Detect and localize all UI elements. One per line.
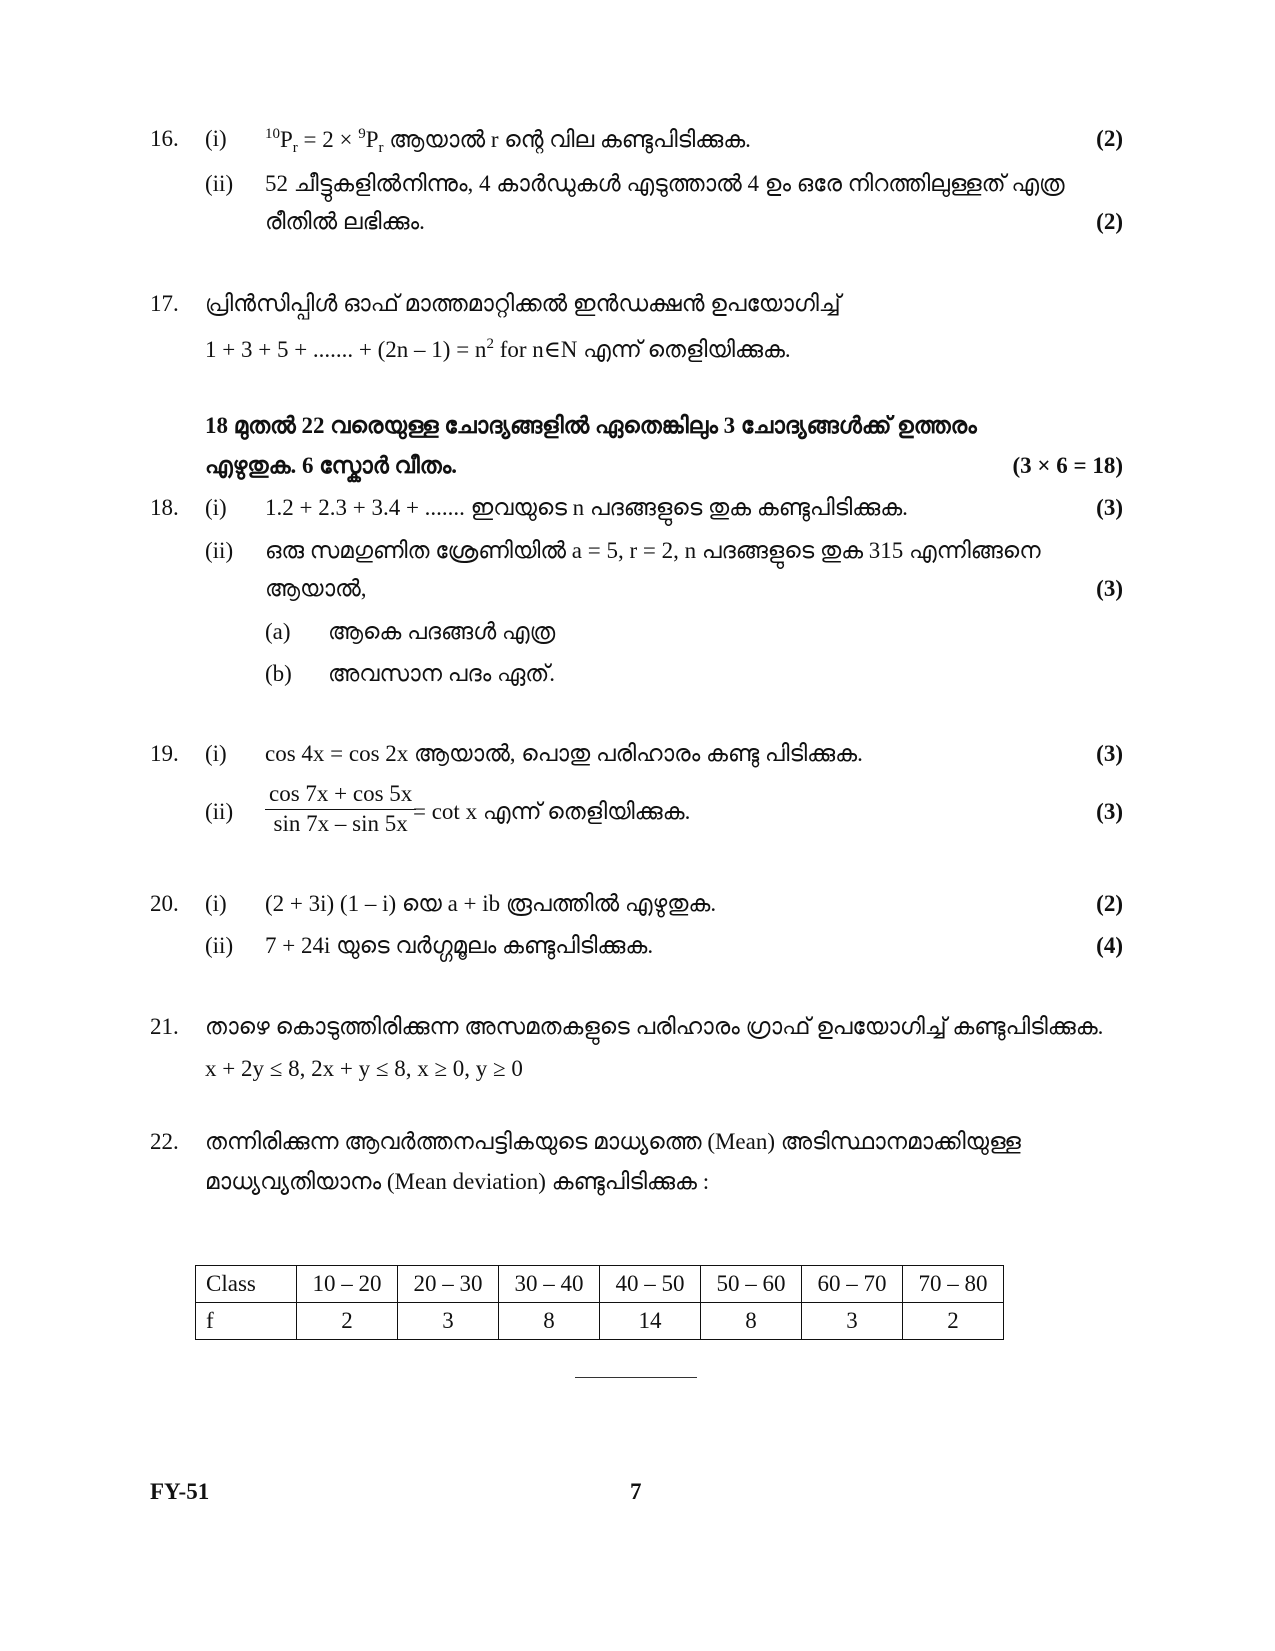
fraction-numerator: cos 7x + cos 5x: [265, 780, 416, 810]
sub-label: (i): [205, 126, 227, 151]
superscript: 2: [486, 336, 494, 352]
table-cell: 8: [499, 1303, 600, 1340]
question-text: = cot x എന്ന് തെളിയിക്കുക.: [413, 799, 691, 824]
sub-label: (i): [205, 891, 227, 916]
perm-symbol: P: [365, 127, 379, 152]
question-text: 1.2 + 2.3 + 3.4 + ....... ഇവയുടെ n പദങ്ങളുടെ തുക കണ്ടുപിടിക്കുക.: [265, 495, 908, 520]
table-cell: 2: [297, 1303, 398, 1340]
sub-label: (ii): [205, 538, 234, 563]
option-label: (a): [265, 619, 291, 644]
end-divider: [575, 1377, 697, 1378]
option-label: (b): [265, 661, 292, 686]
table-cell: 70 – 80: [903, 1266, 1004, 1303]
equation-part: for n∈N എന്ന് തെളിയിക്കുക.: [493, 337, 791, 362]
table-cell: 60 – 70: [802, 1266, 903, 1303]
question-number: 21.: [150, 1014, 179, 1039]
table-cell: 2: [903, 1303, 1004, 1340]
table-cell: f: [196, 1303, 297, 1340]
question-number: 20.: [150, 891, 179, 916]
q16-i-text: [265, 125, 751, 158]
question-text: ആയാൽ r ന്റെ വില കണ്ടുപിടിക്കുക.: [383, 127, 751, 152]
table-cell: 30 – 40: [499, 1266, 600, 1303]
sub-label: (ii): [205, 171, 234, 196]
marks: (3): [1096, 576, 1123, 601]
section-line: എഴുതുക. 6 സ്കോർ വീതം.: [205, 453, 458, 478]
question-text: രീതിൽ ലഭിക്കും.: [265, 209, 425, 234]
table-cell: 14: [600, 1303, 701, 1340]
sub-label: (ii): [205, 799, 234, 824]
marks: (2): [1096, 209, 1123, 234]
inequalities: x + 2y ≤ 8, 2x + y ≤ 8, x ≥ 0, y ≥ 0: [205, 1056, 523, 1081]
subscript: r: [292, 140, 298, 156]
question-number: 19.: [150, 741, 179, 766]
superscript: 10: [265, 126, 280, 142]
sub-label: (i): [205, 741, 227, 766]
section-line: 18 മുതൽ 22 വരെയുള്ള ചോദ്യങ്ങളിൽ ഏതെങ്കിലും 3 ചോദ്യങ്ങൾക്ക് ഉത്തരം: [205, 413, 977, 438]
table-cell: 40 – 50: [600, 1266, 701, 1303]
paper-code: FY-51: [150, 1479, 210, 1504]
frequency-table: [195, 1265, 1004, 1340]
expr-mid: = 2 ×: [297, 127, 359, 152]
table-row: [196, 1303, 1004, 1340]
question-text: (2 + 3i) (1 – i) യെ a + ib രൂപത്തിൽ എഴുതുക.: [265, 891, 717, 916]
table-cell: 10 – 20: [297, 1266, 398, 1303]
question-number: 22.: [150, 1129, 179, 1154]
question-number: 16.: [150, 126, 179, 151]
table-cell: Class: [196, 1266, 297, 1303]
table-cell: 50 – 60: [701, 1266, 802, 1303]
marks: (3): [1096, 799, 1123, 824]
marks: (3): [1096, 495, 1123, 520]
marks: (2): [1096, 891, 1123, 916]
marks: (3): [1096, 741, 1123, 766]
q17-equation: [205, 335, 791, 365]
question-text: പ്രിൻസിപ്പിൾ ഓഫ് മാത്തമാറ്റിക്കൽ ഇൻഡക്ഷൻ ഉപയോഗിച്ച്: [205, 291, 841, 316]
perm-symbol: P: [280, 127, 293, 152]
question-text: 52 ചീട്ടുകളിൽനിന്നും, 4 കാർഡുകൾ എടുത്താൽ 4 ഉം ഒരേ നിറത്തിലുള്ളത് എത്ര: [265, 171, 1065, 196]
sub-label: (i): [205, 495, 227, 520]
option-text: അവസാന പദം ഏത്.: [328, 661, 556, 686]
question-text: 7 + 24i യുടെ വർഗ്ഗമൂലം കണ്ടുപിടിക്കുക.: [265, 933, 654, 958]
subscript: r: [378, 140, 384, 156]
table-row: [196, 1266, 1004, 1303]
question-text: cos 4x = cos 2x ആയാൽ, പൊതു പരിഹാരം കണ്ടു പിടിക്കുക.: [265, 741, 863, 766]
table-cell: 20 – 30: [398, 1266, 499, 1303]
question-text: ഒരു സമഗുണിത ശ്രേണിയിൽ a = 5, r = 2, n പദങ്ങളുടെ തുക 315 എന്നിങ്ങനെ: [265, 538, 1041, 563]
table-cell: 8: [701, 1303, 802, 1340]
fraction-denominator: sin 7x – sin 5x: [273, 810, 408, 836]
table-cell: 3: [398, 1303, 499, 1340]
marks: (4): [1096, 933, 1123, 958]
question-number: 18.: [150, 495, 179, 520]
sub-label: (ii): [205, 933, 234, 958]
q19-ii-row: [0, 780, 1275, 850]
option-text: ആകെ പദങ്ങൾ എത്ര: [328, 619, 556, 644]
marks: (2): [1096, 126, 1123, 151]
fraction: [265, 780, 416, 839]
superscript: 9: [358, 126, 366, 142]
table-cell: 3: [802, 1303, 903, 1340]
question-text: തന്നിരിക്കുന്ന ആവർത്തനപട്ടികയുടെ മാധ്യത്തെ (Mean) അടിസ്ഥാനമാക്കിയുള്ള: [205, 1129, 1021, 1154]
equation-part: 1 + 3 + 5 + ....... + (2n – 1) = n: [205, 337, 487, 362]
page-number: 7: [630, 1479, 642, 1504]
question-text: താഴെ കൊടുത്തിരിക്കുന്ന അസമതകളുടെ പരിഹാരം ഗ്രാഫ് ഉപയോഗിച്ച് കണ്ടുപിടിക്കുക.: [205, 1014, 1104, 1039]
question-text: മാധ്യവ്യതിയാനം (Mean deviation) കണ്ടുപിടിക്കുക :: [205, 1169, 710, 1194]
question-number: 17.: [150, 291, 179, 316]
section-marks: (3 × 6 = 18): [1012, 453, 1123, 478]
question-text: ആയാൽ,: [265, 576, 367, 601]
